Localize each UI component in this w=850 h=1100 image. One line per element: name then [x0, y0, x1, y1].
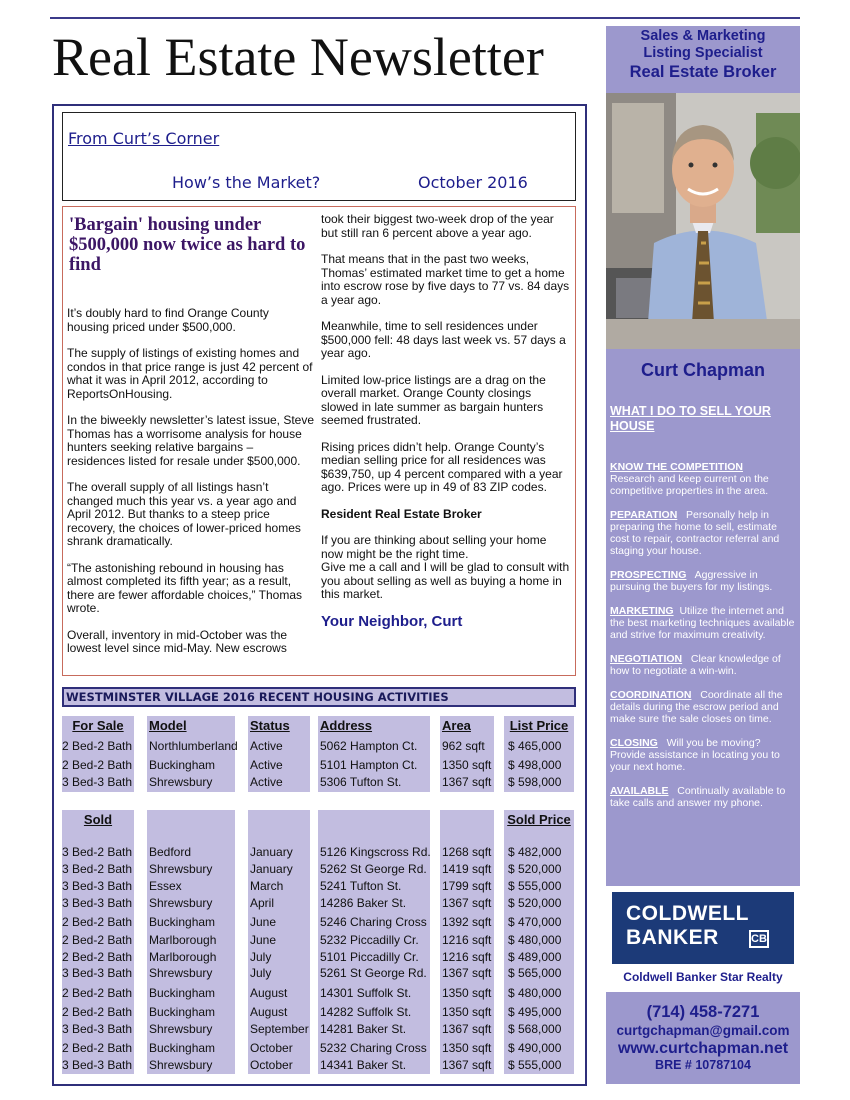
role-line: Real Estate Broker	[629, 63, 777, 81]
table-cell: $ 555,000	[508, 879, 562, 893]
table-cell: 1350 sqft	[442, 986, 492, 1000]
table-cell: 14341 Baker St.	[320, 1058, 407, 1072]
table-cell: January	[250, 845, 293, 859]
table-cell: 5261 St George Rd.	[320, 966, 427, 980]
broker-text: If you are thinking about selling your home now might be the right time.	[321, 533, 547, 561]
table-header-cell: Area	[440, 716, 494, 735]
table-header-cell: Model	[147, 716, 235, 735]
table-cell: June	[250, 915, 277, 929]
corner-title: From Curt’s Corner	[68, 129, 220, 148]
table-cell: 1350 sqft	[442, 758, 492, 772]
signoff: Your Neighbor, Curt	[321, 612, 463, 630]
article-paragraph: Meanwhile, time to sell residences under $500,000 fell: 48 days last week vs. 57 days a year ago.	[321, 319, 566, 360]
table-cell: 1367 sqft	[442, 775, 492, 789]
table-header-cell: For Sale	[62, 716, 134, 735]
table-cell: August	[250, 1005, 288, 1019]
service-title: COORDINATION	[610, 689, 692, 701]
table-cell: 3 Bed-3 Bath	[62, 879, 133, 893]
service-item	[610, 605, 796, 641]
service-text: Aggressive in pursuing the buyers for my listings.	[610, 569, 773, 593]
table-cell: Bedford	[149, 845, 192, 859]
article-paragraph: The overall supply of all listings hasn’t changed much this year vs. a year ago and April 2012. But thanks to a steep price recovery, the choices of lower-priced homes shrank dramatically.	[67, 480, 301, 548]
table-cell: 1350 sqft	[442, 1041, 492, 1055]
table-cell: 5306 Tufton St.	[320, 775, 402, 789]
table-cell: August	[250, 986, 288, 1000]
table-cell: Marlborough	[149, 933, 217, 947]
table-cell: $ 498,000	[508, 758, 562, 772]
table-cell: $ 520,000	[508, 862, 562, 876]
table-cell: Buckingham	[149, 986, 216, 1000]
table-cell: $ 565,000	[508, 966, 562, 980]
table-cell: Active	[250, 739, 283, 753]
corner-date: October 2016	[418, 173, 528, 192]
table-cell: 14282 Suffolk St.	[320, 1005, 412, 1019]
table-cell: 2 Bed-2 Bath	[62, 950, 133, 964]
table-cell: April	[250, 896, 275, 910]
table-cell: $ 489,000	[508, 950, 562, 964]
service-title: PEPARATION	[610, 509, 678, 521]
table-cell: 1216 sqft	[442, 933, 492, 947]
table-cell: 5062 Hampton Ct.	[320, 739, 418, 753]
table-cell: 5246 Charing Cross	[320, 915, 427, 929]
table-cell: 1419 sqft	[442, 862, 492, 876]
table-header-cell: Address	[318, 716, 430, 735]
table-cell: 1367 sqft	[442, 1058, 492, 1072]
table-cell: Shrewsbury	[149, 862, 213, 876]
table-cell: 3 Bed-3 Bath	[62, 1058, 133, 1072]
service-item	[610, 653, 796, 677]
table-cell: $ 482,000	[508, 845, 562, 859]
table-cell: 1367 sqft	[442, 966, 492, 980]
table-cell: Active	[250, 775, 283, 789]
broker-heading: Resident Real Estate Broker	[321, 506, 482, 521]
service-item	[610, 569, 796, 593]
article-paragraph: Rising prices didn’t help. Orange County’s median selling price for all residences was $639,750, up 4 percent compared with a year ago. Prices were up in 49 of 83 ZIP codes.	[321, 439, 563, 494]
article-headline: 'Bargain' housing under $500,000 now twice as hard to find	[69, 215, 306, 275]
table-cell: 5101 Hampton Ct.	[320, 758, 418, 772]
service-text: Utilize the internet and the best marketing techniques available and strive for maximum creativity.	[610, 605, 795, 641]
service-text: Coordinate all the details during the escrow period and make sure the sale closes on time.	[610, 689, 783, 725]
license-number: BRE # 10787104	[655, 1058, 751, 1072]
table-cell: 1268 sqft	[442, 845, 492, 859]
service-item	[610, 785, 796, 809]
table-cell: 14286 Baker St.	[320, 896, 407, 910]
table-cell: 2 Bed-2 Bath	[62, 1005, 133, 1019]
table-cell: Shrewsbury	[149, 1022, 213, 1036]
email-link[interactable]: curtgchapman@gmail.com	[616, 1023, 790, 1038]
office-name: Coldwell Banker Star Realty	[623, 970, 783, 984]
table-cell: Buckingham	[149, 1005, 216, 1019]
website-link[interactable]: www.curtchapman.net	[617, 1040, 789, 1057]
table-cell: Buckingham	[149, 758, 216, 772]
table-cell: Marlborough	[149, 950, 217, 964]
article-paragraph: Overall, inventory in mid-October was the lowest level since mid-May. New escrows	[67, 627, 288, 655]
table-cell: Northlumberland	[149, 739, 238, 753]
service-title: CLOSING	[610, 737, 658, 749]
table-cell: $ 480,000	[508, 933, 562, 947]
service-title: MARKETING	[610, 605, 674, 617]
role-line: Listing Specialist	[643, 45, 763, 61]
corner-box	[62, 112, 576, 201]
table-cell: 3 Bed-3 Bath	[62, 896, 133, 910]
coldwell-banker-logo	[612, 892, 794, 964]
table-cell: $ 520,000	[508, 896, 562, 910]
table-cell: $ 568,000	[508, 1022, 562, 1036]
phone-number[interactable]: (714) 458-7271	[646, 1003, 760, 1021]
table-header-cell	[318, 810, 430, 829]
table-cell: July	[250, 950, 272, 964]
service-text: Continually available to take calls and answer my phone.	[610, 785, 786, 809]
service-title: AVAILABLE	[610, 785, 669, 797]
article-paragraph: In the biweekly newsletter’s latest issue, Steve Thomas has a worrisome analysis for house hunters seeking relative bargains – residences listed for resale under $500,000.	[67, 413, 315, 468]
logo-word: COLDWELL	[626, 902, 749, 925]
top-rule	[50, 17, 800, 19]
article-left-column	[67, 207, 314, 669]
article-paragraph: took their biggest two-week drop of the year but still ran 6 percent above a year ago.	[321, 212, 554, 240]
table-cell: October	[250, 1058, 293, 1072]
table-cell: 5241 Tufton St.	[320, 879, 402, 893]
table-cell: Buckingham	[149, 915, 216, 929]
logo-mark: CB	[749, 930, 769, 948]
table-cell: September	[250, 1022, 309, 1036]
table-cell: 3 Bed-2 Bath	[62, 862, 133, 876]
table-header-cell: Sold	[62, 810, 134, 829]
article-paragraph: That means that in the past two weeks, Thomas’ estimated market time to get a home into escrow rose by five days to 77 vs. 84 days a year ago.	[321, 252, 570, 307]
role-line: Sales & Marketing	[640, 28, 766, 44]
table-cell: Buckingham	[149, 1041, 216, 1055]
table-cell: 2 Bed-2 Bath	[62, 915, 133, 929]
article-box	[62, 206, 576, 676]
activities-title: WESTMINSTER VILLAGE 2016 RECENT HOUSING ACTIVITIES	[62, 687, 576, 707]
agent-roles	[606, 28, 800, 83]
table-cell: $ 465,000	[508, 739, 562, 753]
table-cell: 5232 Charing Cross	[320, 1041, 427, 1055]
table-cell: March	[250, 879, 284, 893]
service-item	[610, 461, 796, 497]
table-cell: 1799 sqft	[442, 879, 492, 893]
table-cell: 14281 Baker St.	[320, 1022, 407, 1036]
table-cell: 2 Bed-2 Bath	[62, 1041, 133, 1055]
article-paragraph: Limited low-price listings are a drag on the overall market. Orange County closings slowed in late summer as bargain hunters seemed frustrated.	[321, 372, 546, 427]
table-cell: 5232 Piccadilly Cr.	[320, 933, 419, 947]
table-cell: $ 490,000	[508, 1041, 562, 1055]
table-cell: 2 Bed-2 Bath	[62, 739, 133, 753]
table-cell: October	[250, 1041, 293, 1055]
table-header-cell: Sold Price	[504, 810, 574, 829]
table-cell: 2 Bed-2 Bath	[62, 986, 133, 1000]
table-cell: Shrewsbury	[149, 966, 213, 980]
table-cell: 2 Bed-2 Bath	[62, 933, 133, 947]
service-text: Will you be moving? Provide assistance in locating you to your next home.	[610, 737, 780, 773]
logo-word: BANKER	[626, 926, 719, 949]
table-cell: 3 Bed-2 Bath	[62, 845, 133, 859]
service-item	[610, 689, 796, 725]
newsletter-title: Real Estate Newsletter	[52, 27, 544, 87]
table-cell: 5262 St George Rd.	[320, 862, 427, 876]
agent-photo	[606, 93, 800, 349]
table-cell: $ 495,000	[508, 1005, 562, 1019]
table-cell: 1350 sqft	[442, 1005, 492, 1019]
table-header-cell: Status	[248, 716, 310, 735]
table-cell: January	[250, 862, 293, 876]
table-cell: 3 Bed-3 Bath	[62, 966, 133, 980]
services-list	[610, 461, 796, 821]
contact-block	[606, 1002, 800, 1073]
table-cell: 2 Bed-2 Bath	[62, 758, 133, 772]
table-cell: July	[250, 966, 272, 980]
article-paragraph: The supply of listings of existing homes and condos in that price range is just 42 percent of what it was in April 2012, according to ReportsOnHousing.	[67, 346, 313, 401]
table-header-cell: List Price	[504, 716, 574, 735]
table-header-cell	[147, 810, 235, 829]
service-title: PROSPECTING	[610, 569, 687, 581]
service-text: Personally help in preparing the home to sell, estimate cost to repair, contractor referral and staging your house.	[610, 509, 780, 557]
table-cell: 1216 sqft	[442, 950, 492, 964]
service-text: Research and keep current on the competitive properties in the area.	[610, 473, 769, 497]
table-cell: Shrewsbury	[149, 775, 213, 789]
table-cell: Shrewsbury	[149, 896, 213, 910]
table-cell: June	[250, 933, 277, 947]
table-cell: $ 598,000	[508, 775, 562, 789]
table-cell: 962 sqft	[442, 739, 485, 753]
table-cell: 5101 Piccadilly Cr.	[320, 950, 419, 964]
table-cell: Shrewsbury	[149, 1058, 213, 1072]
table-header-cell	[248, 810, 310, 829]
table-cell: 5126 Kingscross Rd.	[320, 845, 431, 859]
service-title: NEGOTIATION	[610, 653, 683, 665]
table-cell: Active	[250, 758, 283, 772]
services-heading: WHAT I DO TO SELL YOUR HOUSE	[610, 404, 771, 433]
corner-subtitle: How’s the Market?	[172, 173, 321, 192]
table-cell: 1367 sqft	[442, 896, 492, 910]
table-cell: 1392 sqft	[442, 915, 492, 929]
article-paragraph: “The astonishing rebound in housing has almost completed its fifth year; as a result, there are fewer affordable choices,” Thomas wrote.	[67, 560, 303, 615]
service-item	[610, 509, 796, 557]
table-cell: 14301 Suffolk St.	[320, 986, 412, 1000]
table-cell: Essex	[149, 879, 182, 893]
table-cell: $ 480,000	[508, 986, 562, 1000]
table-cell: 1367 sqft	[442, 1022, 492, 1036]
table-cell: $ 470,000	[508, 915, 562, 929]
service-item	[610, 737, 796, 773]
service-title: KNOW THE COMPETITION	[610, 461, 743, 473]
broker-text: Give me a call and I will be glad to consult with you about selling as well as buying a home in this market.	[321, 560, 570, 601]
agent-name: Curt Chapman	[640, 360, 765, 380]
service-text: Clear knowledge of how to negotiate a win-win.	[610, 653, 781, 677]
article-paragraph: It’s doubly hard to find Orange County housing priced under $500,000.	[67, 306, 269, 334]
table-cell: 3 Bed-3 Bath	[62, 775, 133, 789]
article-right-column	[321, 213, 571, 628]
table-cell: $ 555,000	[508, 1058, 562, 1072]
table-cell: 3 Bed-3 Bath	[62, 1022, 133, 1036]
table-header-cell	[440, 810, 494, 829]
